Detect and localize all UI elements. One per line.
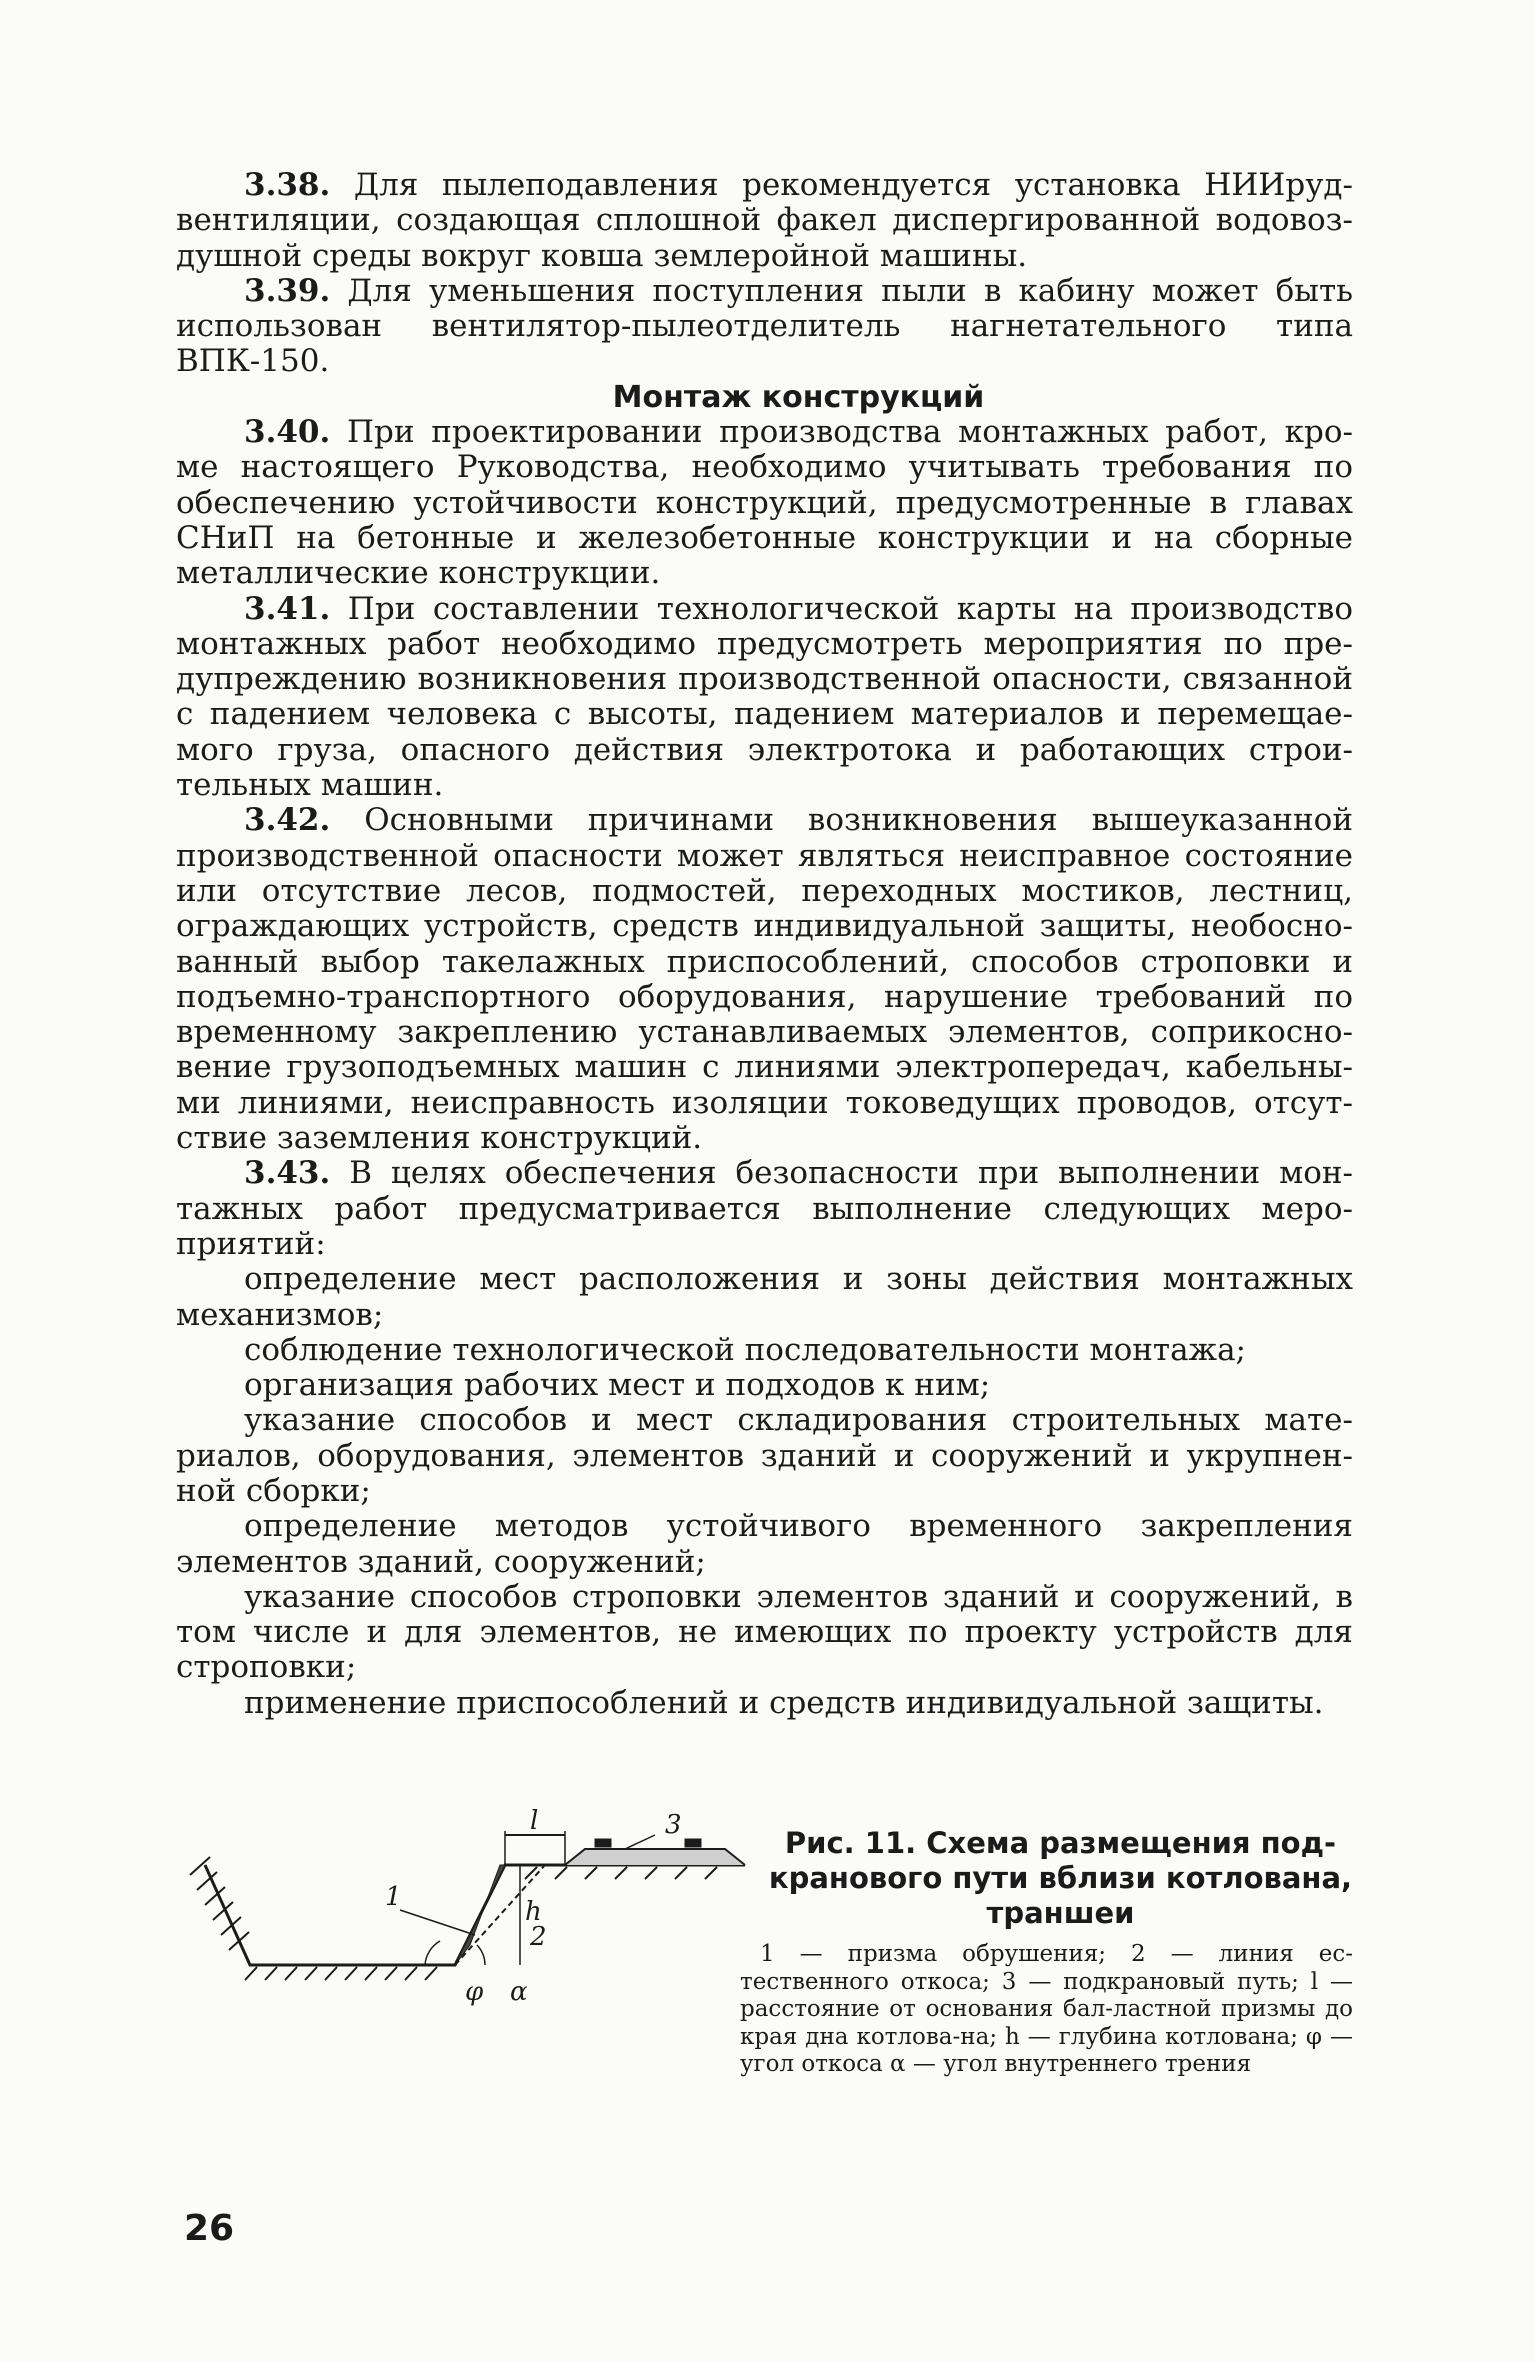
measure-item: указание способов строповки элементов зданий и сооружений, в том числе и для элементов, не имеющих по проекту устройств для строповки; (176, 1578, 1353, 1686)
excavation-diagram (185, 1806, 745, 2060)
measure-item: соблюдение технологической последовательности монтажа; (244, 1331, 1246, 1368)
label-2: 2 (530, 1922, 547, 1952)
measure-item: указание способов и мест складирования строительных мате-риалов, оборудования, элементов зданий и сооружений и укрупнен-ной сборки; (176, 1402, 1353, 1509)
pit-profile (190, 1831, 745, 1980)
label-phi: φ (465, 1977, 484, 2007)
page-number: 26 (184, 2208, 235, 2249)
paragraph-3-42 (176, 803, 1353, 1156)
measure-item: организация рабочих мест и подходов к ним; (244, 1367, 991, 1404)
label-1: 1 (385, 1882, 402, 1912)
caption-title: Рис. 11. Схема размещения под-кранового пути вблизи котлована, траншеи (768, 1826, 1353, 1930)
label-3: 3 (665, 1810, 682, 1840)
label-l: l (530, 1806, 539, 1836)
measure-item: применение приспособлений и средств индивидуальной защиты. (244, 1684, 1324, 1721)
clause-number: 3.42. (244, 802, 331, 839)
paragraph-3-40 (176, 415, 1353, 591)
paragraph-text: При составлении технологической карты на производство монтажных работ необходимо предусмотреть мероприятия по пре-дупреждению возникновения производственной опасности, связанной с падением человека с высоты, падением материалов и перемещае-мого груза, опасного действия электротока и работающих строи-тельных машин. (176, 590, 1353, 804)
caption-legend: 1 — призма обрушения; 2 — линия ес-тественного откоса; 3 — подкрановый путь; l — расстояние от основания бал-ластной призмы до края дна котлова-на; h — глубина котлована; φ — угол откоса α — угол внутреннего трения (740, 1941, 1353, 2077)
paragraph-text: Для уменьшения поступления пыли в кабину может быть использован вентилятор-пылеотделитель нагнетательного типа ВПК-150. (176, 272, 1353, 380)
label-h: h (525, 1897, 542, 1927)
paragraph-3-38 (176, 168, 1353, 274)
clause-number: 3.40. (244, 414, 331, 451)
clause-number: 3.39. (244, 272, 331, 309)
paragraph-3-41 (176, 592, 1353, 804)
paragraph-text: В целях обеспечения безопасности при выполнении мон-тажных работ предусматривается выполнение следующих меро-приятий: (176, 1155, 1353, 1262)
measure-item: определение методов устойчивого временного закрепления элементов зданий, сооружений; (176, 1508, 1353, 1580)
body-text (176, 168, 1353, 1721)
measure-item: определение мест расположения и зоны действия монтажных механизмов; (176, 1261, 1353, 1333)
clause-number: 3.41. (244, 590, 331, 627)
clause-number: 3.43. (244, 1155, 331, 1192)
section-title: Монтаж конструкций (612, 379, 985, 415)
label-alpha: α (510, 1977, 528, 2007)
paragraph-3-43 (176, 1156, 1353, 1262)
paragraph-3-39 (176, 274, 1353, 380)
paragraph-text: При проектировании производства монтажных работ, кро-ме настоящего Руководства, необходимо учитывать требования по обеспечению устойчивости конструкций, предусмотренные в главах СНиП на бетонные и железобетонные конструкции и на сборные металлические конструкции. (176, 414, 1353, 592)
paragraph-text: Основными причинами возникновения вышеуказанной производственной опасности может являться неисправное состояние или отсутствие лесов, подмостей, переходных мостиков, лестниц, ограждающих устройств, средств индивидуальной защиты, необосно-ванный выбор такелажных приспособлений, способов строповки и подъемно-транспортного оборудования, нарушение требований по временному закреплению устанавливаемых элементов, соприкосно-вение грузоподъемных машин с линиями электропередач, кабельны-ми линиями, неисправность изоляции токоведущих проводов, отсут-ствие заземления конструкций. (176, 802, 1353, 1157)
figure-caption (740, 1826, 1353, 2079)
paragraph-text: Для пылеподавления рекомендуется установка НИИруд-вентиляции, создающая сплошной факел диспергированной водовоз-душной среды вокруг ковша землеройной машины. (176, 167, 1353, 274)
clause-number: 3.38. (244, 167, 331, 203)
